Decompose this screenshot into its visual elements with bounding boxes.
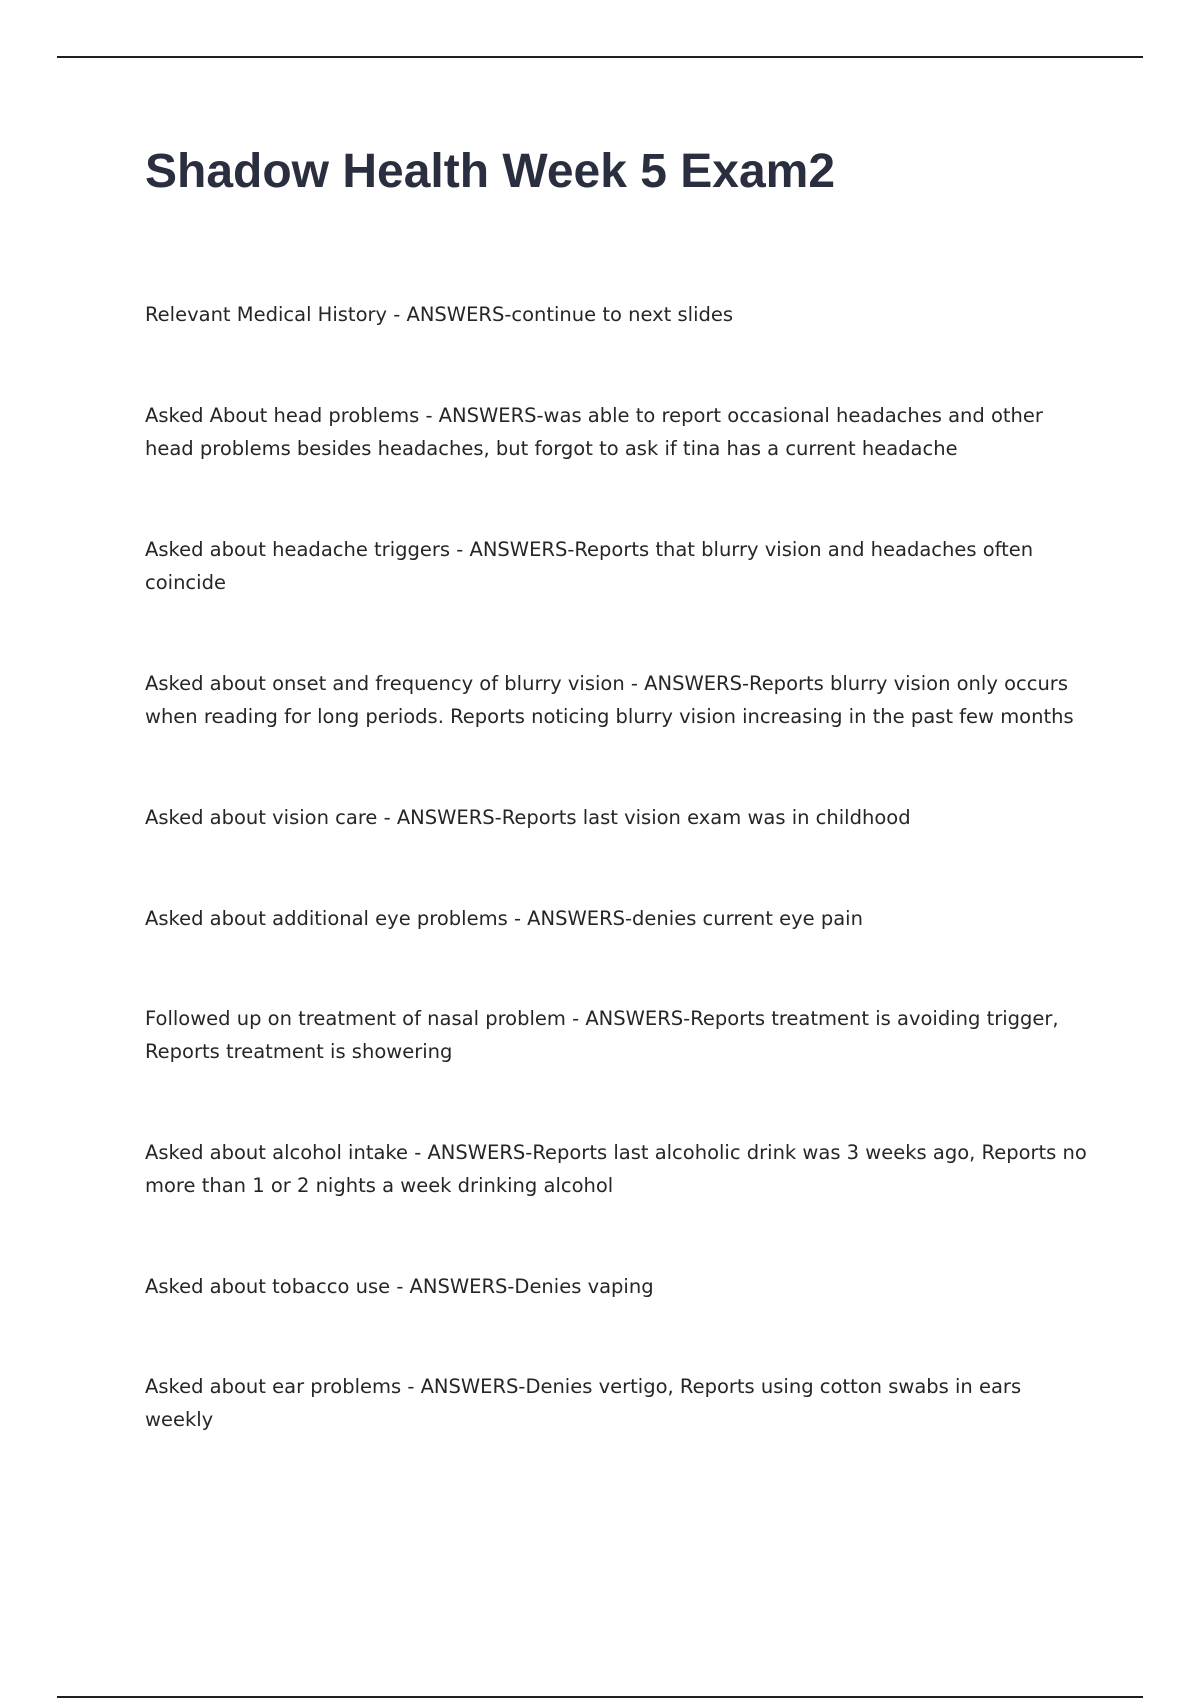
top-rule [57,56,1143,58]
qa-item-tobacco-use: Asked about tobacco use - ANSWERS-Denies vaping [145,1275,654,1298]
qa-item-ear-problems: Asked about ear problems - ANSWERS-Denies vertigo, Reports using cotton swabs in ears weekly [145,1375,1022,1431]
qa-item-nasal-treatment: Followed up on treatment of nasal problem - ANSWERS-Reports treatment is avoiding trigger, Reports treatment is showering [145,1007,1059,1063]
qa-item-vision-care: Asked about vision care - ANSWERS-Reports last vision exam was in childhood [145,806,911,829]
bottom-rule [57,1696,1143,1698]
document-title: Shadow Health Week 5 Exam2 [145,145,836,198]
qa-item-medical-history: Relevant Medical History - ANSWERS-continue to next slides [145,303,734,326]
qa-item-blurry-vision: Asked about onset and frequency of blurry vision - ANSWERS-Reports blurry vision only occurs when reading for long periods. Reports noticing blurry vision increasing in the past few months [145,672,1074,728]
qa-item-eye-problems: Asked about additional eye problems - ANSWERS-denies current eye pain [145,907,863,930]
qa-item-headache-triggers: Asked about headache triggers - ANSWERS-Reports that blurry vision and headaches often coincide [145,538,1034,594]
qa-item-head-problems: Asked About head problems - ANSWERS-was able to report occasional headaches and other head problems besides headaches, but forgot to ask if tina has a current headache [145,404,1043,460]
qa-item-alcohol-intake: Asked about alcohol intake - ANSWERS-Reports last alcoholic drink was 3 weeks ago, Reports no more than 1 or 2 nights a week drinking alcohol [145,1141,1087,1197]
